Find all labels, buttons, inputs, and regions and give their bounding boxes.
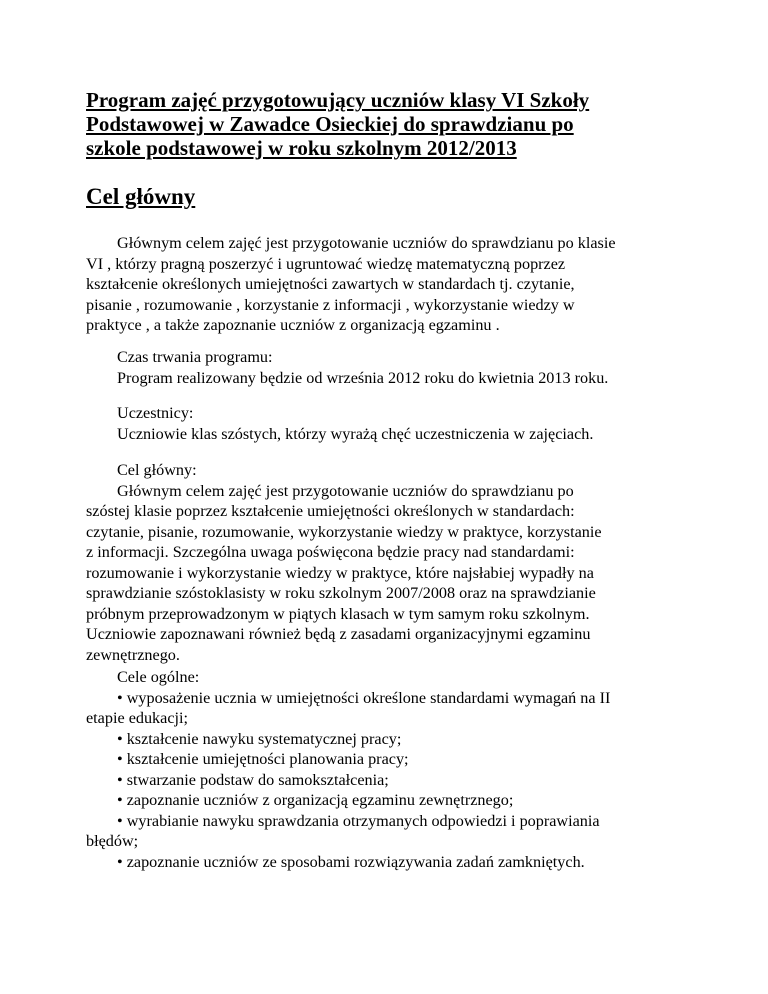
duration-label: Czas trwania programu: <box>117 348 273 366</box>
text-line: zewnętrznego. <box>86 645 180 664</box>
participants-paragraph <box>86 403 726 444</box>
section-heading: Cel główny <box>86 184 196 209</box>
text-line: Głównym celem zajęć jest przygotowanie uczniów do sprawdzianu po klasie <box>117 234 616 252</box>
text-line: szóstej klasie poprzez kształcenie umiejętności określonych w standardach: <box>86 502 575 520</box>
list-item: • zapoznanie uczniów ze sposobami rozwiązywania zadań zamkniętych. <box>117 852 585 871</box>
duration-text: Program realizowany będzie od września 2012 roku do kwietnia 2013 roku. <box>117 368 609 387</box>
text-line: czytanie, pisanie, rozumowanie, wykorzystanie wiedzy w praktyce, korzystanie <box>86 522 602 541</box>
title-line: Podstawowej w Zawadce Osieckiej do sprawdzianu po <box>86 112 574 136</box>
title-line: Program zajęć przygotowujący uczniów klasy VI Szkoły <box>86 88 590 112</box>
text-line: sprawdzianie szóstoklasisty w roku szkolnym 2007/2008 oraz na sprawdzianie <box>86 584 596 602</box>
list-item: • kształcenie umiejętności planowania pracy; <box>117 750 409 768</box>
text-line: rozumowanie i wykorzystanie wiedzy w praktyce, które najsłabiej wypadły na <box>86 563 594 582</box>
goal-paragraph <box>86 460 726 665</box>
text-line: VI , którzy pragną poszerzyć i ugruntować wiedzę matematyczną poprzez <box>86 254 566 273</box>
list-item: • stwarzanie podstaw do samokształcenia; <box>117 770 389 789</box>
list-item: • wyposażenie ucznia w umiejętności określone standardami wymagań na II <box>117 688 611 707</box>
goal-label: Cel główny: <box>117 461 197 479</box>
text-line: praktyce , a także zapoznanie uczniów z organizacją egzaminu . <box>86 316 500 334</box>
text-line: kształcenie określonych umiejętności zawartych w standardach tj. czytanie, <box>86 275 575 293</box>
participants-text: Uczniowie klas szóstych, którzy wyrażą chęć uczestniczenia w zajęciach. <box>117 424 594 443</box>
list-item: • kształcenie nawyku systematycznej pracy; <box>117 729 402 748</box>
text-line: Uczniowie zapoznawani również będą z zasadami organizacyjnymi egzaminu <box>86 625 591 643</box>
text-line: z informacji. Szczególna uwaga poświęcona będzie pracy nad standardami: <box>86 543 575 561</box>
duration-paragraph <box>86 347 726 388</box>
participants-label: Uczestnicy: <box>117 404 194 422</box>
general-goals-list <box>86 667 726 872</box>
list-item-continuation: etapie edukacji; <box>86 709 189 727</box>
list-item: • zapoznanie uczniów z organizacją egzaminu zewnętrznego; <box>117 791 514 809</box>
list-item-continuation: błędów; <box>86 832 139 850</box>
text-line: Głównym celem zajęć jest przygotowanie uczniów do sprawdzianu po <box>117 481 574 500</box>
text-line: pisanie , rozumowanie , korzystanie z informacji , wykorzystanie wiedzy w <box>86 295 575 314</box>
intro-paragraph <box>86 233 726 336</box>
document-title <box>86 88 706 160</box>
general-goals-label: Cele ogólne: <box>117 668 200 686</box>
title-line: szkole podstawowej w roku szkolnym 2012/2013 <box>86 136 517 160</box>
list-item: • wyrabianie nawyku sprawdzania otrzymanych odpowiedzi i poprawiania <box>117 811 600 830</box>
text-line: próbnym przeprowadzonym w piątych klasach w tym samym roku szkolnym. <box>86 604 590 623</box>
